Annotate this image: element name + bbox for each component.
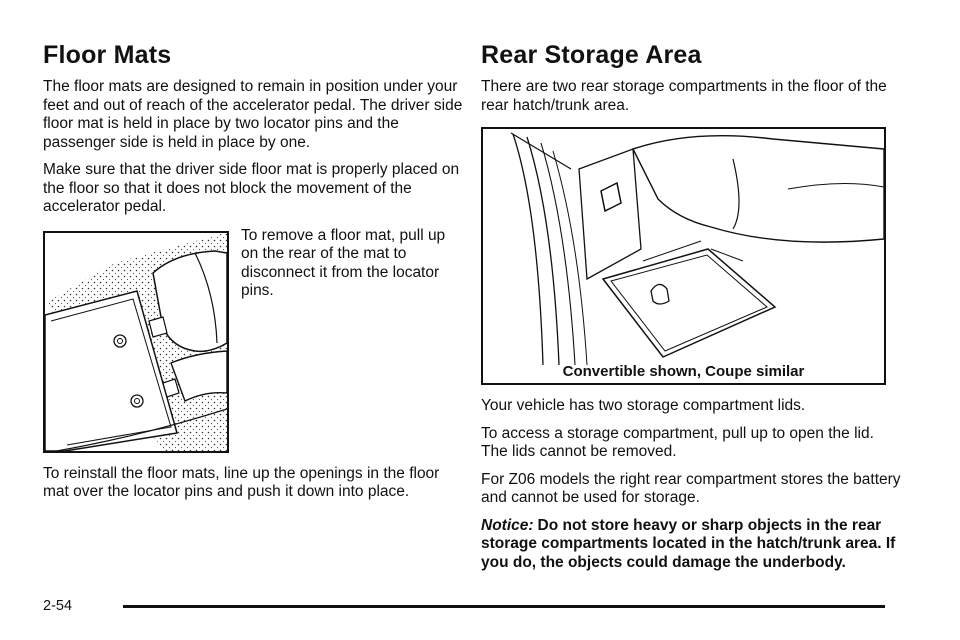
z06-battery-note: For Z06 models the right rear compartment stores the battery and cannot be used for storage. xyxy=(481,470,901,506)
notice-text: Do not store heavy or sharp objects in the rear storage compartments located in the hatch/trunk area. If you do, the objects could damage the underbody. xyxy=(481,516,896,571)
page-footer xyxy=(43,597,885,617)
floor-mats-intro: The floor mats are designed to remain in position under your feet and out of reach of the accelerator pedal. The driver side floor mat is held in place by two locator pins and the passenger side is held in place by one. xyxy=(43,78,463,151)
notice-label: Notice: xyxy=(481,516,534,534)
floor-mats-heading: Floor Mats xyxy=(43,41,172,69)
floor-mats-section xyxy=(43,40,463,511)
rear-storage-intro: There are two rear storage compartments in the floor of the rear hatch/trunk area. xyxy=(481,78,887,114)
rear-storage-illustration xyxy=(481,127,886,385)
rear-storage-section xyxy=(481,40,901,581)
rear-storage-caption: Convertible shown, Coupe similar xyxy=(562,363,805,380)
floor-mat-drawing xyxy=(45,233,227,451)
storage-lids-count: Your vehicle has two storage compartment lids. xyxy=(481,397,806,414)
notice-block xyxy=(481,517,901,573)
page-number: 2-54 xyxy=(43,598,73,614)
storage-access-instructions: To access a storage compartment, pull up to open the lid. The lids cannot be removed. xyxy=(481,424,874,460)
footer-rule xyxy=(123,605,885,608)
reinstall-mat-instructions: To reinstall the floor mats, line up the openings in the floor mat over the locator pins and push it down into place. xyxy=(43,464,440,500)
rear-storage-drawing xyxy=(483,129,884,365)
remove-mat-instructions: To remove a floor mat, pull up on the rear of the mat to disconnect it from the locator pins. xyxy=(241,226,446,299)
floor-mat-illustration xyxy=(43,231,229,453)
floor-mat-figure-row xyxy=(43,226,463,453)
rear-storage-heading: Rear Storage Area xyxy=(481,41,702,69)
floor-mats-placement: Make sure that the driver side floor mat is properly placed on the floor so that it does not block the movement of the accelerator pedal. xyxy=(43,161,460,215)
